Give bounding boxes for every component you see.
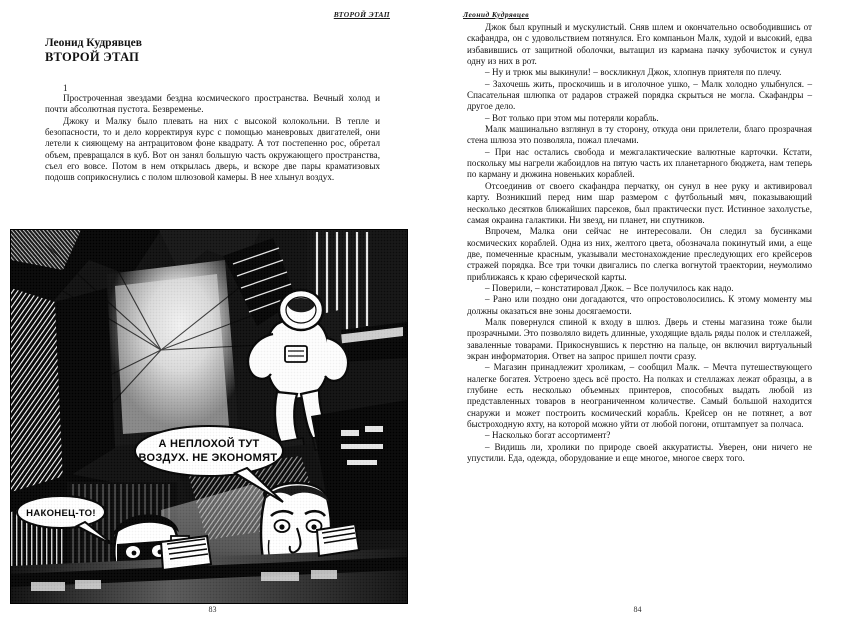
- paragraph: Джок был крупный и мускулистый. Сняв шлем и окончательно освободившись от скафандра, он с удовольствием потянулся. Его компаньон Малк, худой и высокий, едва избавившись от защитной оболочки, вытащил из кармана пачку зубочисток и сунул одну из них в рот.: [467, 22, 812, 67]
- paragraph: Малк машинально взглянул в ту сторону, откуда они прилетели, благо прозрачная стена шлюза это позволяла, пожал плечами.: [467, 124, 812, 146]
- author-name: Леонид Кудрявцев: [45, 37, 142, 49]
- paragraph: – Насколько богат ассортимент?: [485, 430, 611, 441]
- running-head-right: Леонид Кудрявцев: [463, 10, 529, 19]
- page-number-right: 84: [633, 605, 642, 614]
- comic-panel: [10, 229, 408, 604]
- svg-text:А НЕПЛОХОЙ ТУТ: А НЕПЛОХОЙ ТУТ: [158, 438, 260, 450]
- paragraph: – Захочешь жить, проскочишь и в иголочное ушко, – Малк холодно улыбнулся. – Спасательная шлюпка от радаров стражей порядка скрыться не могла. Скафандры – другое дело.: [467, 78, 812, 112]
- running-head-left: ВТОРОЙ ЭТАП: [333, 10, 390, 19]
- svg-text:ВОЗДУХ. НЕ ЭКОНОМЯТ.: ВОЗДУХ. НЕ ЭКОНОМЯТ.: [138, 452, 280, 464]
- paragraph: Впрочем, Малка они сейчас не интересовали. Он следил за бусинками космических кораблей. Одна из них, желтого цвета, обозначала покинутый ими, а еще две, помеченные красным, указывали местонахождение преследующих его крейсеров стражей порядка. Все три точки двигались по слегка вогнутой траектории, неумолимо приближаясь к краю сферической карты.: [467, 226, 812, 282]
- paragraph: – Рано или поздно они догадаются, что опростоволосились. К этому моменту мы должны оказаться вне зоны досягаемости.: [467, 294, 812, 316]
- paragraph: – При нас остались свобода и межгалактические валютные карточки. Кстати, поскольку мы нагрели жабоидлов на пятую часть их планетарного бюджета, нам теперь по карману и дюжина новеньких кораблей.: [467, 146, 812, 180]
- paragraph: Малк повернулся спиной к входу в шлюз. Дверь и стены магазина тоже были прозрачными. Это позволяло видеть длинные, уходящие вдаль ряды полок и стеллажей, заваленные товарами. Прикоснувшись к перстню на пальце, он включил виртуальный экран информатория. Ответ на запрос пришел почти сразу.: [467, 316, 812, 361]
- paragraph: – Поверили, – констатировал Джок. – Все получилось как надо.: [485, 282, 734, 293]
- paragraph: – Ну и трюк мы выкинули! – воскликнул Джок, хлопнув приятеля по плечу.: [485, 67, 782, 78]
- page-number-left: 83: [208, 605, 217, 614]
- paragraph: Простроченная звездами бездна космического пространства. Вечный холод и почти абсолютная пустота. Безвременье.: [45, 93, 380, 115]
- paragraph: – Видишь ли, хролики по природе своей аккуратисты. Уверен, они ничего не упустили. Еда, одежда, оборудование и еще многое, многое сверх того.: [467, 441, 812, 464]
- svg-text:НАКОНЕЦ-ТО!: НАКОНЕЦ-ТО!: [26, 508, 96, 519]
- paragraph: Отсоединив от своего скафандра перчатку, он сунул в нее руку и активировал карту. Возникший перед ним шар размером с футбольный мяч, показывающий несколько десятков ближайших парсеков, был практически пуст. Истинное захолустье, самая окраина галактики. Ни звезд, ни планет, ни спутников.: [467, 180, 812, 225]
- paragraph: Джоку и Малку было плевать на них с высокой колокольни. В тепле и безопасности, то и дело корректируя курс с помощью маневровых двигателей, они летели к сияющему на антрацитовом фоне квадрату. А тот постепенно рос, обретал объем, превращался в куб. Вот он занял большую часть окружающего пространства, съел его вовсе. Потом в нем открылась дверь, и вскоре две пары краматизовых подошв соприкоснулись с полом шлюзовой камеры. В нее хлынул воздух.: [45, 115, 380, 183]
- paragraph: – Магазин принадлежит хроликам, – сообщил Малк. – Мечта путешествующего налегке богатея. Устроено здесь всё просто. На полках и стеллажах лежат образцы, а в глубине есть несколько объемных принтеров, способных выдать любой из представленных товаров в неограниченном количестве. Самый большой находится снаружи и может построить космический корабль. Крейсер он не потянет, а вот быстроходную яхту, на которой можно уйти от любой погони, отштампует за полчаса.: [467, 362, 812, 430]
- story-title: ВТОРОЙ ЭТАП: [45, 50, 140, 64]
- section-number: 1: [63, 83, 68, 93]
- right-page: [425, 0, 850, 627]
- paragraph: – Вот только при этом мы потеряли корабль.: [485, 112, 659, 123]
